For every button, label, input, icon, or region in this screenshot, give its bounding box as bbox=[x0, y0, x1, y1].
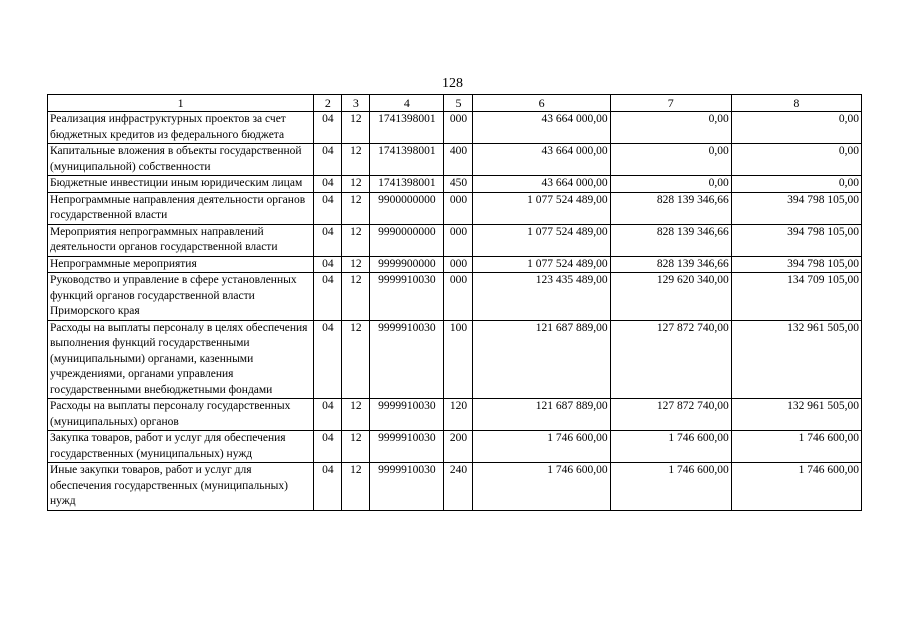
amount-col-7: 127 872 740,00 bbox=[610, 320, 731, 399]
table-row bbox=[48, 112, 862, 144]
expense-type-code: 450 bbox=[444, 176, 473, 193]
row-name: Расходы на выплаты персоналу в целях обеспечения выполнения функций государственными (муниципальными) органами, казенными учреждениями, органами управления государственными внебюджетными фондами bbox=[48, 320, 314, 399]
target-article-code: 9999910030 bbox=[370, 273, 444, 321]
amount-col-7: 0,00 bbox=[610, 112, 731, 144]
row-name: Руководство и управление в сфере установленных функций органов государственной власти Приморского края bbox=[48, 273, 314, 321]
amount-col-6: 43 664 000,00 bbox=[473, 176, 610, 193]
table-row bbox=[48, 320, 862, 399]
amount-col-8: 132 961 505,00 bbox=[731, 399, 861, 431]
table-row bbox=[48, 192, 862, 224]
amount-col-6: 43 664 000,00 bbox=[473, 112, 610, 144]
section-code: 04 bbox=[314, 224, 342, 256]
target-article-code: 9999910030 bbox=[370, 320, 444, 399]
section-code: 04 bbox=[314, 112, 342, 144]
amount-col-7: 127 872 740,00 bbox=[610, 399, 731, 431]
section-code: 04 bbox=[314, 463, 342, 511]
amount-col-7: 828 139 346,66 bbox=[610, 256, 731, 273]
amount-col-8: 394 798 105,00 bbox=[731, 192, 861, 224]
subsection-code: 12 bbox=[342, 320, 370, 399]
amount-col-8: 132 961 505,00 bbox=[731, 320, 861, 399]
amount-col-7: 828 139 346,66 bbox=[610, 224, 731, 256]
target-article-code: 9990000000 bbox=[370, 224, 444, 256]
subsection-code: 12 bbox=[342, 256, 370, 273]
amount-col-7: 129 620 340,00 bbox=[610, 273, 731, 321]
subsection-code: 12 bbox=[342, 192, 370, 224]
table-row bbox=[48, 144, 862, 176]
budget-table bbox=[47, 94, 862, 511]
row-name: Реализация инфраструктурных проектов за счет бюджетных кредитов из федерального бюджета bbox=[48, 112, 314, 144]
amount-col-8: 0,00 bbox=[731, 144, 861, 176]
column-header: 1 bbox=[48, 95, 314, 112]
target-article-code: 9999910030 bbox=[370, 431, 444, 463]
expense-type-code: 100 bbox=[444, 320, 473, 399]
target-article-code: 9999910030 bbox=[370, 463, 444, 511]
amount-col-6: 123 435 489,00 bbox=[473, 273, 610, 321]
expense-type-code: 240 bbox=[444, 463, 473, 511]
amount-col-6: 121 687 889,00 bbox=[473, 399, 610, 431]
column-header: 3 bbox=[342, 95, 370, 112]
page-number: 128 bbox=[442, 76, 463, 91]
section-code: 04 bbox=[314, 144, 342, 176]
subsection-code: 12 bbox=[342, 399, 370, 431]
amount-col-7: 828 139 346,66 bbox=[610, 192, 731, 224]
amount-col-6: 43 664 000,00 bbox=[473, 144, 610, 176]
table-row bbox=[48, 463, 862, 511]
amount-col-6: 1 077 524 489,00 bbox=[473, 224, 610, 256]
amount-col-6: 1 746 600,00 bbox=[473, 431, 610, 463]
amount-col-7: 0,00 bbox=[610, 144, 731, 176]
target-article-code: 9900000000 bbox=[370, 192, 444, 224]
target-article-code: 1741398001 bbox=[370, 112, 444, 144]
subsection-code: 12 bbox=[342, 112, 370, 144]
amount-col-7: 0,00 bbox=[610, 176, 731, 193]
column-header: 7 bbox=[610, 95, 731, 112]
amount-col-8: 1 746 600,00 bbox=[731, 431, 861, 463]
table-row bbox=[48, 256, 862, 273]
column-header: 4 bbox=[370, 95, 444, 112]
expense-type-code: 000 bbox=[444, 112, 473, 144]
table-body bbox=[48, 112, 862, 511]
row-name: Капитальные вложения в объекты государственной (муниципальной) собственности bbox=[48, 144, 314, 176]
amount-col-6: 1 077 524 489,00 bbox=[473, 256, 610, 273]
subsection-code: 12 bbox=[342, 224, 370, 256]
target-article-code: 9999910030 bbox=[370, 399, 444, 431]
table-row bbox=[48, 431, 862, 463]
expense-type-code: 200 bbox=[444, 431, 473, 463]
expense-type-code: 000 bbox=[444, 224, 473, 256]
table-row bbox=[48, 273, 862, 321]
amount-col-6: 1 077 524 489,00 bbox=[473, 192, 610, 224]
row-name: Мероприятия непрограммных направлений деятельности органов государственной власти bbox=[48, 224, 314, 256]
row-name: Иные закупки товаров, работ и услуг для обеспечения государственных (муниципальных) нужд bbox=[48, 463, 314, 511]
expense-type-code: 120 bbox=[444, 399, 473, 431]
table-row bbox=[48, 399, 862, 431]
section-code: 04 bbox=[314, 431, 342, 463]
expense-type-code: 000 bbox=[444, 273, 473, 321]
section-code: 04 bbox=[314, 399, 342, 431]
subsection-code: 12 bbox=[342, 463, 370, 511]
row-name: Непрограммные мероприятия bbox=[48, 256, 314, 273]
section-code: 04 bbox=[314, 320, 342, 399]
section-code: 04 bbox=[314, 176, 342, 193]
target-article-code: 1741398001 bbox=[370, 144, 444, 176]
target-article-code: 9999900000 bbox=[370, 256, 444, 273]
target-article-code: 1741398001 bbox=[370, 176, 444, 193]
section-code: 04 bbox=[314, 256, 342, 273]
column-header: 2 bbox=[314, 95, 342, 112]
expense-type-code: 400 bbox=[444, 144, 473, 176]
row-name: Расходы на выплаты персоналу государственных (муниципальных) органов bbox=[48, 399, 314, 431]
amount-col-8: 134 709 105,00 bbox=[731, 273, 861, 321]
section-code: 04 bbox=[314, 192, 342, 224]
expense-type-code: 000 bbox=[444, 192, 473, 224]
column-header: 8 bbox=[731, 95, 861, 112]
amount-col-8: 0,00 bbox=[731, 176, 861, 193]
table-row bbox=[48, 176, 862, 193]
amount-col-6: 121 687 889,00 bbox=[473, 320, 610, 399]
expense-type-code: 000 bbox=[444, 256, 473, 273]
subsection-code: 12 bbox=[342, 273, 370, 321]
subsection-code: 12 bbox=[342, 431, 370, 463]
row-name: Бюджетные инвестиции иным юридическим лицам bbox=[48, 176, 314, 193]
row-name: Закупка товаров, работ и услуг для обеспечения государственных (муниципальных) нужд bbox=[48, 431, 314, 463]
table-row bbox=[48, 224, 862, 256]
column-header: 5 bbox=[444, 95, 473, 112]
amount-col-8: 1 746 600,00 bbox=[731, 463, 861, 511]
amount-col-7: 1 746 600,00 bbox=[610, 463, 731, 511]
header-row bbox=[48, 95, 862, 112]
amount-col-8: 394 798 105,00 bbox=[731, 256, 861, 273]
amount-col-6: 1 746 600,00 bbox=[473, 463, 610, 511]
subsection-code: 12 bbox=[342, 176, 370, 193]
amount-col-7: 1 746 600,00 bbox=[610, 431, 731, 463]
amount-col-8: 0,00 bbox=[731, 112, 861, 144]
row-name: Непрограммные направления деятельности органов государственной власти bbox=[48, 192, 314, 224]
column-header: 6 bbox=[473, 95, 610, 112]
section-code: 04 bbox=[314, 273, 342, 321]
subsection-code: 12 bbox=[342, 144, 370, 176]
amount-col-8: 394 798 105,00 bbox=[731, 224, 861, 256]
